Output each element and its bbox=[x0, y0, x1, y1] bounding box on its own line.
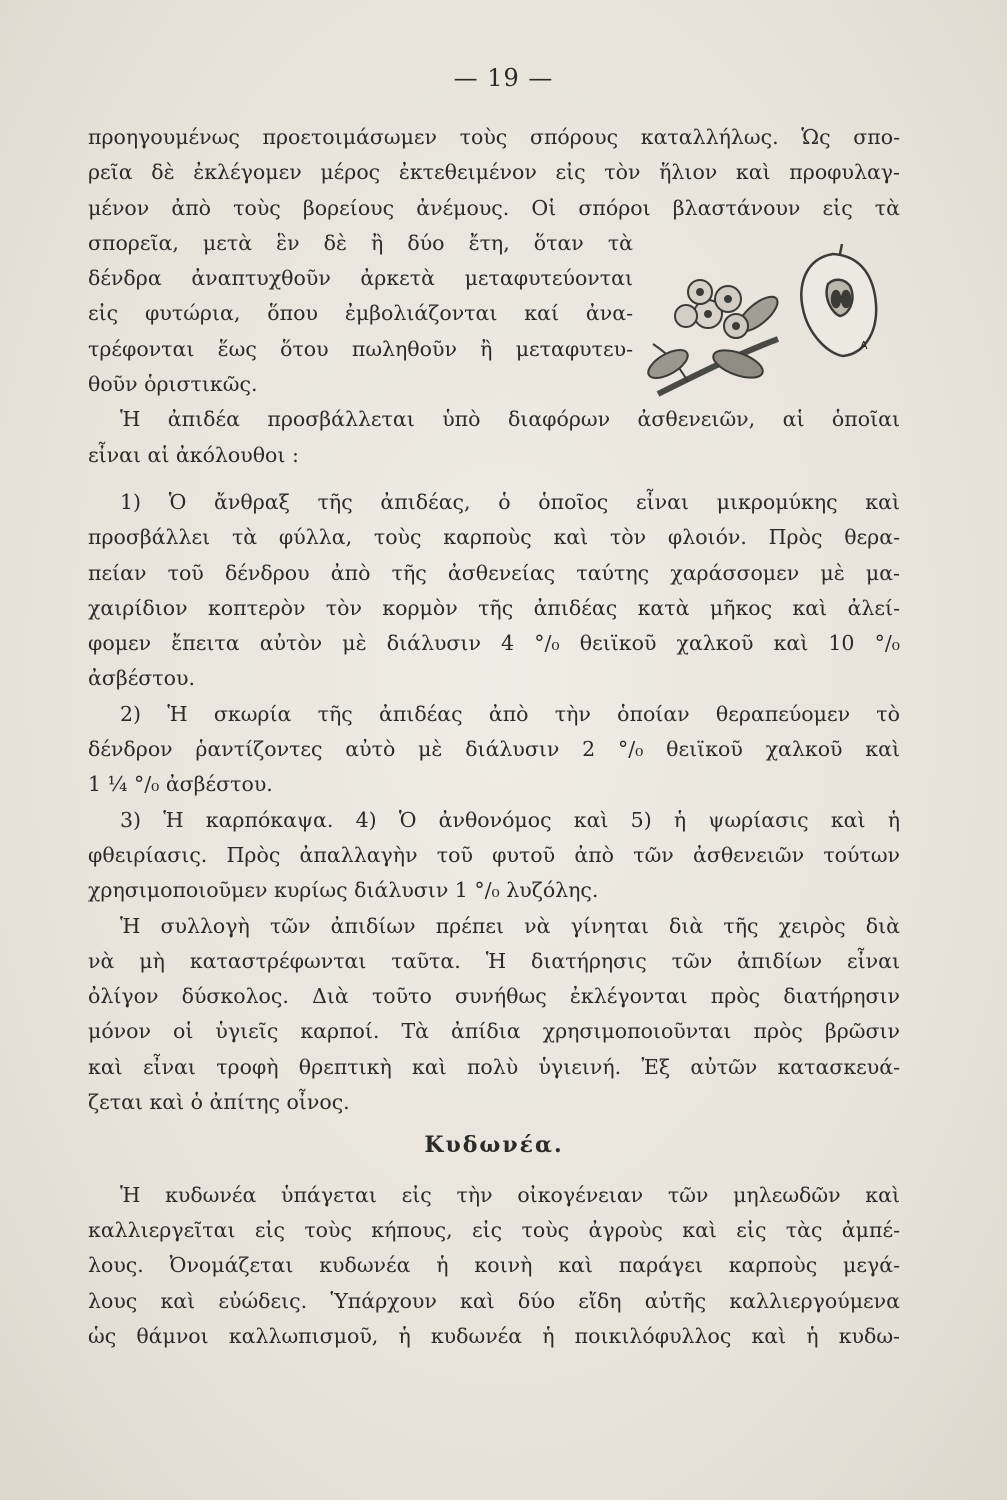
text-line: Ἡ κυδωνέα ὑπάγεται εἰς τὴν οἰκογένειαν τῶν μηλεωδῶν καὶ bbox=[120, 1182, 900, 1207]
text-line: χαιρίδιον κοπτερὸν τὸν κορμὸν τῆς ἀπιδέας κατὰ μῆκος καὶ ἀλεί- bbox=[88, 595, 900, 620]
text-line: μένον ἀπὸ τοὺς βορείους ἀνέμους. Οἱ σπόροι βλαστάνουν εἰς τὰ bbox=[88, 195, 900, 220]
text-line: ὀλίγον δύσκολος. Διὰ τοῦτο συνήθως ἐκλέγονται πρὸς διατήρησιν bbox=[88, 984, 900, 1009]
text-line: νὰ μὴ καταστρέφωνται ταῦτα. Ἡ διατήρησις τῶν ἀπιδίων εἶναι bbox=[88, 948, 900, 973]
text-line: τρέφονται ἕως ὅτου πωληθοῦν ἢ μεταφυτευ- bbox=[88, 336, 633, 361]
text-line: Ἡ ἀπιδέα προσβάλλεται ὑπὸ διαφόρων ἀσθενειῶν, αἱ ὁποῖαι bbox=[120, 407, 900, 432]
figure-label: Α bbox=[860, 339, 868, 352]
text-line: φομεν ἔπειτα αὐτὸν μὲ διάλυσιν 4 °/₀ θειϊκοῦ χαλκοῦ καὶ 10 °/₀ bbox=[88, 631, 900, 656]
text-line: ρεῖα δὲ ἐκλέγομεν μέρος ἐκτεθειμένον εἰς τὸν ἥλιον καὶ προφυλαγ- bbox=[88, 160, 900, 185]
page-number: — 19 — bbox=[453, 64, 554, 92]
text-line: πείαν τοῦ δένδρου ἀπὸ τῆς ἀσθενείας ταύτης χαράσσομεν μὲ μα- bbox=[88, 560, 900, 585]
text-line: σπορεῖα, μετὰ ἓν δὲ ἢ δύο ἔτη, ὅταν τὰ bbox=[88, 230, 633, 255]
text-line: θοῦν ὁριστικῶς. bbox=[88, 372, 258, 397]
text-line: 1) Ὁ ἄνθραξ τῆς ἀπιδέας, ὁ ὁποῖος εἶναι μικρομύκης καὶ bbox=[120, 489, 900, 514]
text-line: προσβάλλει τὰ φύλλα, τοὺς καρποὺς καὶ τὸν φλοιόν. Πρὸς θερα- bbox=[88, 525, 900, 550]
body-paragraphs bbox=[88, 402, 900, 1120]
section-paragraphs bbox=[88, 1178, 900, 1354]
text-line: καὶ εἶναι τροφὴ θρεπτικὴ καὶ πολὺ ὑγιεινή. Ἐξ αὐτῶν κατασκευά- bbox=[88, 1054, 900, 1079]
text-line: Ἡ συλλογὴ τῶν ἀπιδίων πρέπει νὰ γίνηται διὰ τῆς χειρὸς διὰ bbox=[120, 913, 900, 938]
text-line: καλλιεργεῖται εἰς τοὺς κήπους, εἰς τοὺς ἀγροὺς καὶ εἰς τὰς ἀμπέ- bbox=[88, 1217, 900, 1242]
text-line: προηγουμένως προετοιμάσωμεν τοὺς σπόρους καταλλήλως. Ὡς σπο- bbox=[88, 125, 900, 149]
text-beside-figure bbox=[88, 226, 633, 402]
text-line: 2) Ἡ σκωρία τῆς ἀπιδέας ἀπὸ τὴν ὁποίαν θεραπεύομεν τὸ bbox=[120, 701, 900, 726]
text-line: δένδρον ῥαντίζοντες αὐτὸ μὲ διάλυσιν 2 °/₀ θειϊκοῦ χαλκοῦ καὶ bbox=[88, 737, 900, 762]
text-line: 1 ¼ °/₀ ἀσβέστου. bbox=[88, 772, 273, 797]
text-line: ζεται καὶ ὁ ἀπίτης οἶνος. bbox=[88, 1090, 350, 1115]
text-line: μόνον οἱ ὑγιεῖς καρποί. Τὰ ἀπίδια χρησιμοποιοῦνται πρὸς βρῶσιν bbox=[88, 1019, 900, 1044]
text-line: εἶναι αἱ ἀκόλουθοι : bbox=[88, 442, 299, 467]
text-line: δένδρα ἀναπτυχθοῦν ἀρκετὰ μεταφυτεύονται bbox=[88, 266, 633, 291]
text-line: 3) Ἡ καρπόκαψα. 4) Ὁ ἀνθονόμος καὶ 5) ἡ ψωρίασις καὶ ἡ bbox=[120, 807, 900, 832]
text-line: λους καὶ εὐώδεις. Ὑπάρχουν καὶ δύο εἴδη αὐτῆς καλλιεργούμενα bbox=[88, 1288, 900, 1313]
text-line: χρησιμοποιοῦμεν κυρίως διάλυσιν 1 °/₀ λυζόλης. bbox=[88, 878, 599, 903]
text-line: ὡς θάμνοι καλλωπισμοῦ, ἡ κυδωνέα ἡ ποικιλόφυλλος καὶ ἡ κυδω- bbox=[88, 1323, 900, 1348]
pear-illustration bbox=[628, 244, 898, 414]
text-line: εἰς φυτώρια, ὅπου ἐμβολιάζονται καί ἀνα- bbox=[88, 301, 633, 326]
pear-blossom-branch-icon bbox=[644, 280, 783, 394]
text-line: λους. Ὀνομάζεται κυδωνέα ἡ κοινὴ καὶ παράγει καρποὺς μεγά- bbox=[88, 1253, 900, 1278]
text-line: ἀσβέστου. bbox=[88, 666, 195, 691]
text-line: φθειρίασις. Πρὸς ἀπαλλαγὴν τοῦ φυτοῦ ἀπὸ τῶν ἀσθενειῶν τούτων bbox=[88, 842, 900, 867]
section-heading: Κυδωνέα. bbox=[424, 1132, 564, 1159]
paragraph-gap bbox=[88, 473, 900, 485]
